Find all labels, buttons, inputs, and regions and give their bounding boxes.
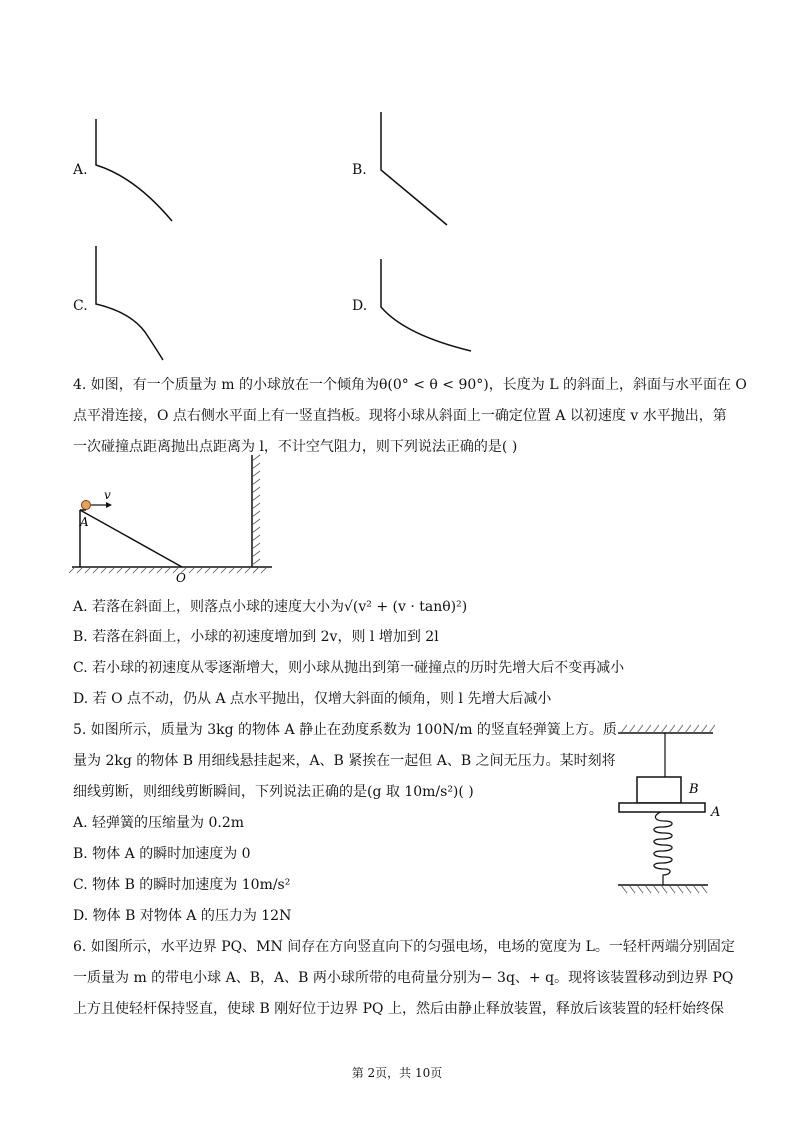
q5-line-2: 量为 2kg 的物体 B 用细线悬挂起来，A、B 紧挨在一起但 A、B 之间无压力。某时刻将 [73, 753, 616, 769]
graph-c [90, 242, 190, 367]
graph-b [375, 108, 475, 228]
q5-option-a: A. 轻弹簧的压缩量为 0.2m [73, 815, 245, 831]
q5-line-1: 5. 如图所示，质量为 3kg 的物体 A 静止在劲度系数为 100N/m 的竖直轻弹簧上方。质 [73, 722, 617, 738]
option-a-label: A. [73, 162, 88, 178]
q4-line-2: 点平滑连接，O 点右侧水平面上有一竖直挡板。现将小球从斜面上一确定位置 A 以初速度 v 水平抛出，第 [73, 408, 727, 424]
q4-option-a: A. 若落在斜面上，则落点小球的速度大小为√(v² + (v · tanθ)²) [73, 599, 468, 615]
q4-option-c: C. 若小球的初速度从零逐渐增大，则小球从抛出到第一碰撞点的历时先增大后不变再减小 [73, 660, 625, 676]
q4-option-b: B. 若落在斜面上，小球的初速度增加到 2v，则 l 增加到 2l [73, 629, 439, 645]
q5-label-a: A [711, 805, 721, 820]
q5-label-b: B [689, 782, 699, 797]
option-c-label: C. [73, 298, 88, 314]
option-d-label: D. [352, 298, 368, 314]
q6-line-3: 上方且使轻杆保持竖直，使球 B 刚好位于边界 PQ 上，然后由静止释放装置，释放后该装置的轻杆始终保 [73, 1001, 724, 1017]
graph-a [90, 115, 190, 235]
option-b-label: B. [352, 162, 367, 178]
q4-label-o: O [176, 571, 186, 585]
q4-label-a: A [80, 515, 89, 529]
q5-option-b: B. 物体 A 的瞬时加速度为 0 [73, 846, 251, 862]
q5-option-d: D. 物体 B 对物体 A 的压力为 12N [73, 908, 292, 924]
q6-line-2: 一质量为 m 的带电小球 A、B，A、B 两小球所带的电荷量分别为− 3q、+ q。现将该装置移动到边界 PQ [73, 970, 734, 986]
q6-line-1: 6. 如图所示，水平边界 PQ、MN 间存在方向竖直向下的匀强电场，电场的宽度为 L。一轻杆两端分别固定 [73, 939, 735, 955]
q4-line-3: 一次碰撞点距离抛出点距离为 l，不计空气阻力，则下列说法正确的是( ) [73, 439, 518, 455]
q5-figure [613, 715, 743, 900]
graph-d [375, 255, 485, 365]
q4-line-1: 4. 如图，有一个质量为 m 的小球放在一个倾角为θ(0° < θ < 90°)，长度为 L 的斜面上，斜面与水平面在 O [73, 377, 747, 393]
q4-label-v: v [104, 488, 111, 502]
q5-option-c: C. 物体 B 的瞬时加速度为 10m/s² [73, 877, 291, 893]
page-footer: 第 2页，共 10页 [351, 1066, 443, 1080]
q4-figure [72, 455, 282, 585]
q4-option-d: D. 若 O 点不动，仍从 A 点水平抛出，仅增大斜面的倾角，则 l 先增大后减小 [73, 691, 552, 707]
q5-line-3: 细线剪断，则细线剪断瞬间，下列说法正确的是(g 取 10m/s²)( ) [73, 784, 474, 800]
